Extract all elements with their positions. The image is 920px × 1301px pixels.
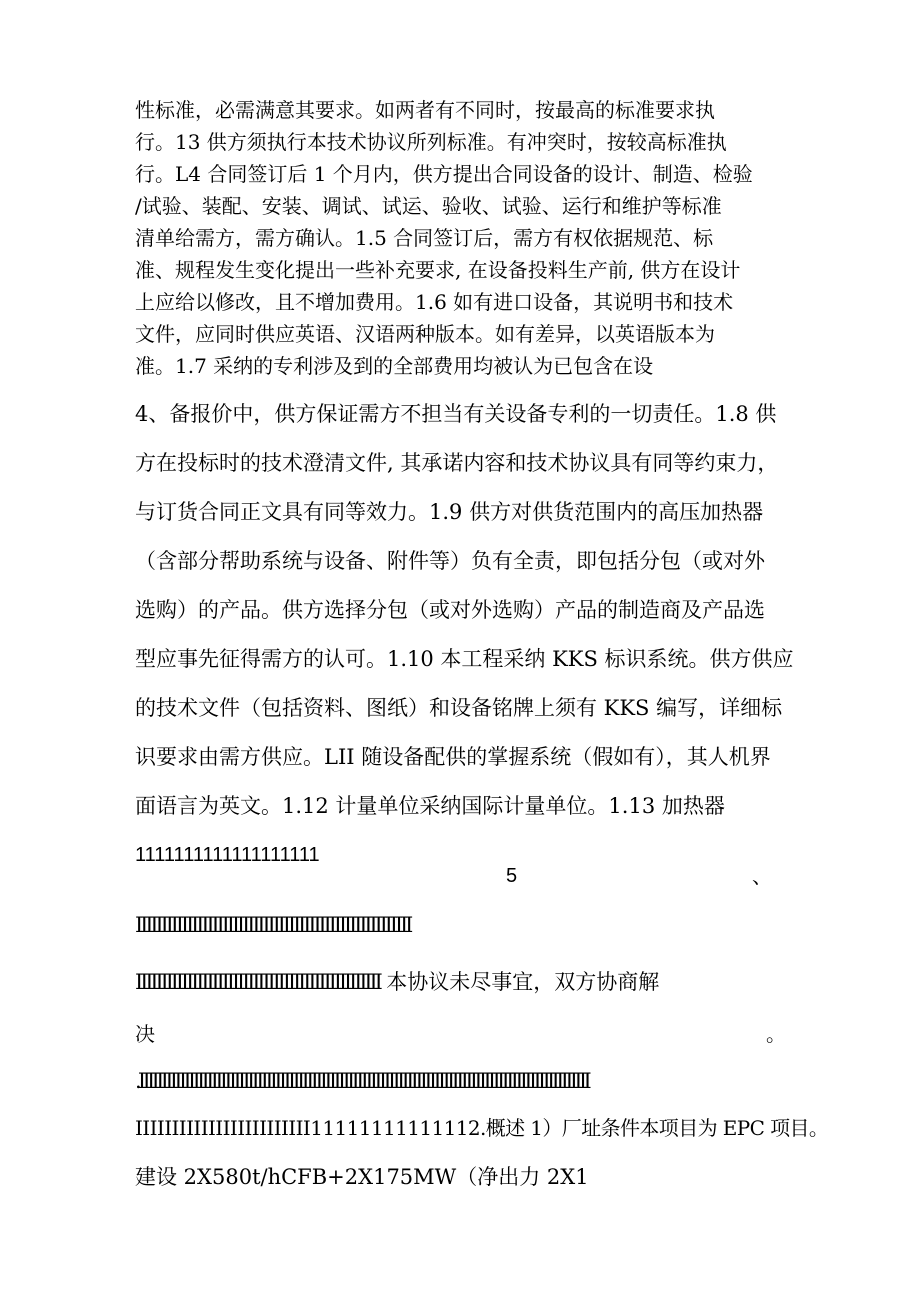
text-line: 性标准，必需满意其要求。如两者有不同时，按最高的标准要求执 [135,98,715,122]
text-line: （含部分帮助系统与设备、附件等）负有全责，即包括分包（或对外 [135,549,765,573]
bars-line: IIIIIIIIIIIIIIIIIIIIIIIIIIIIIIIIIIIIIIIIIIIIIIIIIIIIII [135,913,411,937]
text-line: 选购）的产品。供方选择分包（或对外选购）产品的制造商及产品选 [135,598,765,622]
text-line: 准。1.7 采纳的专利涉及到的全部费用均被认为已包含在设 [135,354,654,378]
text-line: 与订货合同正文具有同等效力。1.9 供方对供货范围内的高压加热器 [135,500,764,524]
overview-line: IIIIIIIIIIIIIIIIIIIIIIII11111111111112.概述 1）厂址条件本项目为 EPC 项目。 [135,1116,829,1140]
resolve-char: 决 [135,1022,155,1046]
agreement-line [135,972,659,993]
resolve-mark: 。 [766,1022,786,1046]
text-line: 4、备报价中，供方保证需方不担当有关设备专利的一切责任。1.8 供 [135,402,777,426]
bars-run: IIIIIIIIIIIIIIIIIIIIIIIIIIIIIIIIIIIIIIIIIIIIIIII [135,970,380,994]
text-line: 行。13 供方须执行本技术协议所列标准。有冲突时，按较高标准执 [135,130,727,154]
text-line: 的技术文件（包括资料、图纸）和设备铭牌上须有 KKS 编写，详细标 [135,696,783,720]
bars-line: .IIIIIIIIIIIIIIIIIIIIIIIIIIIIIIIIIIIIIIIIIIIIIIIIIIIIIIIIIIIIIIIIIIIIIIIIIIIIIIIIIIIIIIIIIIIIIIIIIII [135,1069,588,1093]
text-line: 识要求由需方供应。LII 随设备配供的掌握系统（假如有），其人机界 [135,745,771,769]
text-line: 面语言为英文。1.12 计量单位采纳国际计量单位。1.13 加热器 [135,794,725,818]
text-line: 行。L4 合同签订后 1 个月内，供方提出合同设备的设计、制造、检验 [135,162,753,186]
agreement-text: 本协议未尽事宜，双方协商解 [379,970,660,994]
text-line: 型应事先征得需方的认可。1.10 本工程采纳 KKS 标识系统。供方供应 [135,647,794,671]
text-line: 准、规程发生变化提出一些补充要求, 在设备投料生产前, 供方在设计 [135,258,741,282]
text-line: /试验、装配、安装、调试、试运、验收、试验、运行和维护等标准 [135,194,722,218]
text-line: 方在投标时的技术澄清文件, 其承诺内容和技术协议具有同等约束力， [135,451,779,475]
section-number: 5 [506,865,518,887]
text-line: 上应给以修改，且不增加费用。1.6 如有进口设备，其说明书和技术 [135,290,734,314]
text-line: 文件，应同时供应英语、汉语两种版本。如有差异，以英语版本为 [135,322,715,346]
text-line: 清单给需方，需方确认。1.5 合同签订后，需方有权依据规范、标 [135,226,714,250]
section-mark: 、 [752,864,772,888]
construction-line: 建设 2X580t/hCFB+2X175MW（净出力 2X1 [135,1165,589,1189]
digits-line: 1111111111111111111 [135,844,320,866]
